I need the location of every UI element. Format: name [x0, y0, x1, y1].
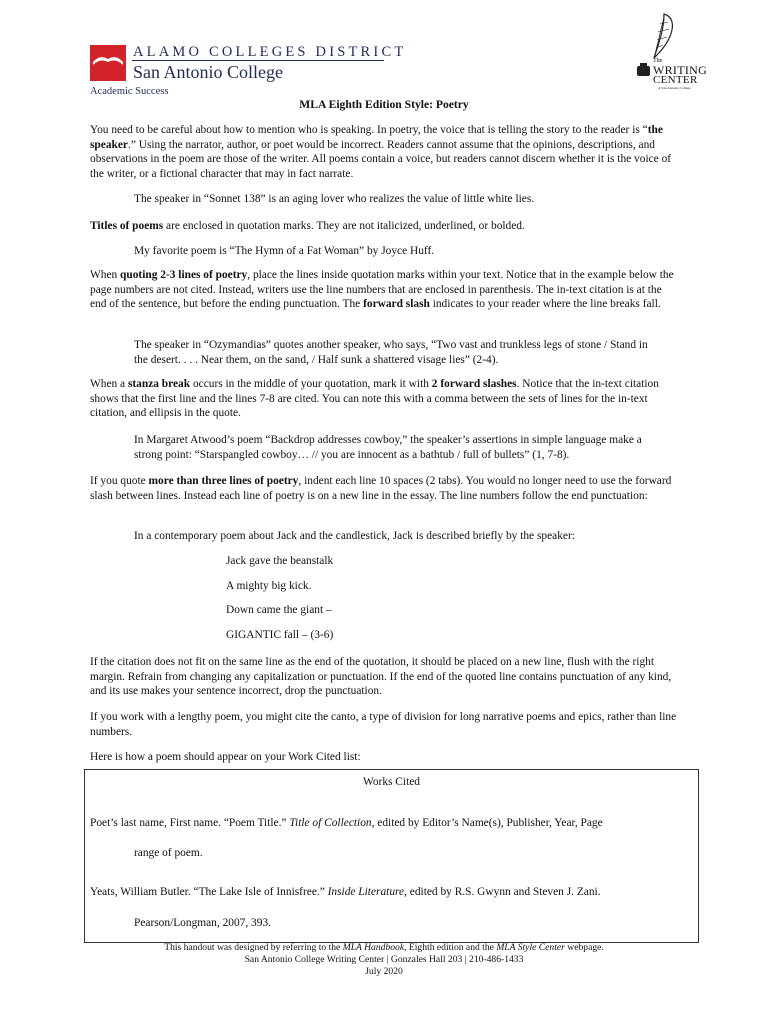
works-cited-entry-template-cont: range of poem. [134, 847, 203, 859]
paragraph-canto: If you work with a lengthy poem, you might cite the canto, a type of division for long narrative poems and epics, rather than line numbers. [90, 711, 677, 738]
works-cited-entry-yeats [90, 885, 690, 900]
footer-line3: July 2020 [365, 966, 403, 977]
p3-text-a: When [90, 269, 121, 281]
p1-text-a: You need to be careful about how to mention who is speaking. In poetry, the voice that is telling the story to the reader is “ [90, 124, 648, 136]
poem-line: A mighty big kick. [226, 580, 312, 592]
p4-bold-slashes: 2 forward slashes [431, 378, 517, 390]
p1-text-c: .” Using the narrator, author, or poet would be incorrect. Readers cannot assume that the opinions, descriptions, and observations in the poem are those of the writer. All poems contain a voice, but readers cannot discern whether it is the voice of the writer, or a fictional character that may in fact narrate. [90, 138, 672, 181]
paragraph-long-quote [90, 474, 680, 503]
works-cited-heading: Works Cited [363, 776, 420, 788]
p4-text-c: occurs in the middle of your quotation, mark it with [190, 378, 432, 390]
example-sonnet: The speaker in “Sonnet 138” is an aging lover who realizes the value of little white lies. [134, 193, 535, 205]
p4-bold-stanza: stanza break [127, 378, 191, 390]
footer-text-e: webpage. [564, 942, 604, 953]
wc-writing-label: WRITING [653, 63, 708, 77]
footer-line1 [0, 942, 768, 954]
entry1-italic-collection: Title of Collection [289, 817, 372, 829]
paragraph-citation-placement: If the citation does not fit on the same line as the end of the quotation, it should be placed on a new line, flush with the right margin. Refrain from changing any capitalization or punctuation. If the end of the quoted line contains punctuation of any kind, and its use makes your sentence incorrect, drop the punctuation. [90, 656, 672, 698]
entry1-text-c: , edited by Editor’s Name(s), Publisher, Year, Page [371, 817, 603, 829]
works-cited-entry-yeats-cont: Pearson/Longman, 2007, 393. [134, 917, 271, 929]
paragraph-speaker [90, 123, 680, 182]
page-title: MLA Eighth Edition Style: Poetry [299, 98, 469, 111]
footer-line2: San Antonio College Writing Center | Gonzales Hall 203 | 210-486-1433 [244, 954, 524, 965]
entry2-text-a: Yeats, William Butler. “The Lake Isle of Innisfree.” [90, 886, 328, 898]
p3-bold-slash: forward slash [363, 298, 430, 311]
p1-bold-speaker: the speaker [90, 124, 663, 151]
org-name-line2: San Antonio College [133, 62, 283, 82]
wc-center-label: CENTER [653, 74, 698, 86]
example-atwood: In Margaret Atwood’s poem “Backdrop addresses cowboy,” the speaker’s assertions in simple language make a strong point: “Starspangled cowboy… // you are innocent as a bathtub / full of bullets” (1, 7-8). [134, 434, 642, 461]
entry2-italic-collection: Inside Literature [327, 886, 405, 898]
paragraph-stanza [90, 377, 680, 421]
p3-bold-quoting: quoting 2-3 lines of poetry [120, 269, 248, 281]
p5-text-c: , indent each line 10 spaces (2 tabs). You would no longer need to use the forward slash between lines. Instead each line of poetry is on a new line in the essay. The line numbers follow the end punctuation: [90, 475, 672, 502]
p3-text-e: indicates to your reader where the line breaks fall. [429, 298, 661, 311]
p2-text: are enclosed in quotation marks. They are not italicized, underlined, or bolded. [163, 220, 525, 232]
p5-bold-more: more than three lines of poetry [148, 475, 299, 487]
entry2-text-c: , edited by R.S. Gwynn and Steven J. Zani. [404, 886, 601, 898]
footer-text-c: , Eighth edition and the [404, 942, 497, 953]
alamo-mission-icon [90, 45, 126, 81]
department-label: Academic Success [90, 86, 169, 97]
p4-text-e: . Notice that the in-text citation shows that the first line and the lines 7-8 are cited. You can note this with a comma between the sets of lines for the in-text citation, and ellipsis in the quote. [90, 378, 659, 420]
poem-line: Down came the giant – [226, 604, 332, 616]
works-cited-entry-template [90, 816, 690, 831]
footer-italic-style-center: MLA Style Center [496, 942, 565, 953]
p3-text-c: , place the lines inside quotation marks within your text. Notice that in the example below the page numbers are not cited. Instead, writers use the line numbers that are enclosed in parenthesis. The in-text citation is at the end of the sentence, but before the ending punctuation. The [90, 269, 674, 311]
org-name-line1: ALAMO COLLEGES DISTRICT [133, 44, 407, 60]
paragraph-titles [90, 219, 690, 234]
example-jack: In a contemporary poem about Jack and the candlestick, Jack is described briefly by the speaker: [134, 530, 575, 542]
wc-sub-label: at San Antonio College [658, 86, 691, 90]
writing-center-logo [634, 12, 708, 90]
paragraph-works-cited-intro: Here is how a poem should appear on your Work Cited list: [90, 751, 361, 763]
example-hymn: My favorite poem is “The Hymn of a Fat Woman” by Joyce Huff. [134, 245, 435, 257]
alamo-logo [90, 45, 126, 81]
footer-text-a: This handout was designed by referring to the [164, 942, 343, 953]
poem-line: GIGANTIC fall – (3-6) [226, 629, 334, 641]
p5-text-a: If you quote [90, 475, 149, 487]
wc-the-label: The [653, 58, 663, 64]
footer-italic-handbook: MLA Handbook [342, 942, 405, 953]
p4-text-a: When a [90, 378, 128, 390]
example-ozymandias: The speaker in “Ozymandias” quotes another speaker, who says, “Two vast and trunkless legs of stone / Stand in the desert. . . . Near them, on the sand, / Half sunk a shattered visage lies” (2-4). [134, 339, 648, 366]
header-rule [132, 60, 384, 61]
p2-bold-titles: Titles of poems [90, 220, 164, 232]
entry1-text-a: Poet’s last name, First name. “Poem Title.” [90, 817, 290, 829]
poem-line: Jack gave the beanstalk [226, 555, 334, 567]
paragraph-quoting [90, 268, 680, 312]
